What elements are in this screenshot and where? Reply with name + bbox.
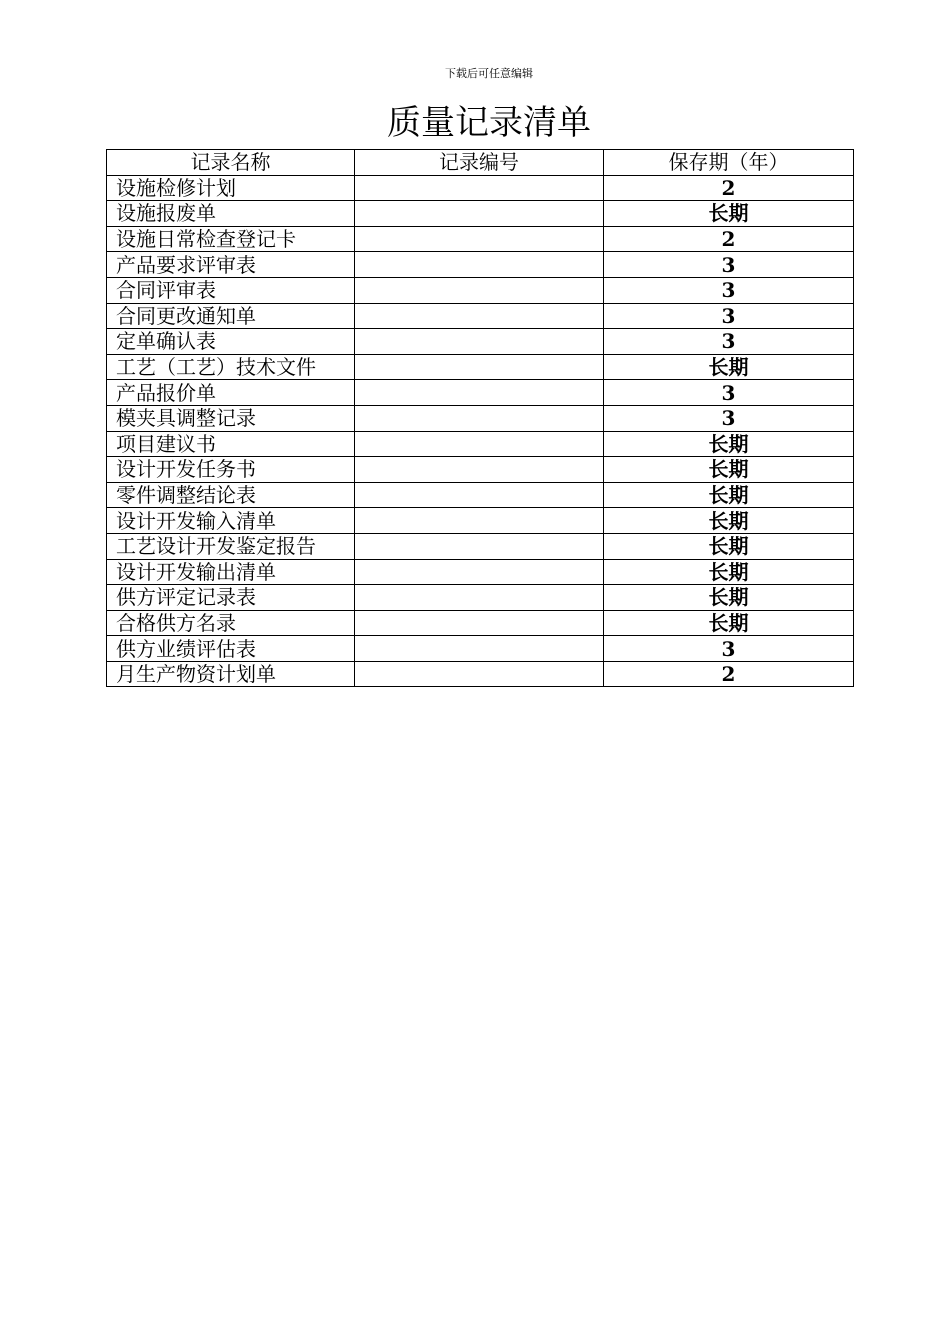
retention-period-cell: 长期 (604, 533, 854, 559)
record-code-cell (355, 661, 604, 687)
retention-period-cell: 长期 (604, 585, 854, 611)
table-row (107, 175, 854, 201)
table-body (107, 175, 854, 687)
table-row (107, 405, 854, 431)
document-title: 质量记录清单 (387, 103, 591, 143)
table-row (107, 559, 854, 585)
record-code-cell (355, 277, 604, 303)
retention-period-cell: 3 (604, 277, 854, 303)
column-header-code: 记录编号 (355, 150, 604, 176)
record-code-cell (355, 482, 604, 508)
retention-period-cell: 2 (604, 175, 854, 201)
table-row (107, 277, 854, 303)
record-name-cell: 合同更改通知单 (107, 303, 355, 329)
table-row (107, 431, 854, 457)
table-row (107, 482, 854, 508)
table-row (107, 457, 854, 483)
record-code-cell (355, 175, 604, 201)
record-code-cell (355, 533, 604, 559)
retention-period-cell: 3 (604, 405, 854, 431)
record-name-cell: 零件调整结论表 (107, 482, 355, 508)
table-row (107, 661, 854, 687)
retention-period-cell: 长期 (604, 482, 854, 508)
record-code-cell (355, 585, 604, 611)
retention-period-cell: 3 (604, 329, 854, 355)
retention-period-cell: 2 (604, 661, 854, 687)
record-name-cell: 合同评审表 (107, 277, 355, 303)
retention-period-cell: 长期 (604, 354, 854, 380)
table-row (107, 533, 854, 559)
table-row (107, 610, 854, 636)
table-row (107, 636, 854, 662)
record-code-cell (355, 201, 604, 227)
record-name-cell: 设计开发任务书 (107, 457, 355, 483)
record-code-cell (355, 559, 604, 585)
record-name-cell: 月生产物资计划单 (107, 661, 355, 687)
retention-period-cell: 长期 (604, 508, 854, 534)
retention-period-cell: 3 (604, 303, 854, 329)
record-name-cell: 设计开发输出清单 (107, 559, 355, 585)
record-code-cell (355, 226, 604, 252)
table-row (107, 508, 854, 534)
retention-period-cell: 长期 (604, 457, 854, 483)
table-row (107, 226, 854, 252)
retention-period-cell: 长期 (604, 431, 854, 457)
retention-period-cell: 3 (604, 380, 854, 406)
record-name-cell: 工艺设计开发鉴定报告 (107, 533, 355, 559)
table-row (107, 329, 854, 355)
record-code-cell (355, 303, 604, 329)
table-row (107, 354, 854, 380)
table-row (107, 201, 854, 227)
column-header-period: 保存期（年） (604, 150, 854, 176)
record-code-cell (355, 508, 604, 534)
record-name-cell: 设施报废单 (107, 201, 355, 227)
record-name-cell: 定单确认表 (107, 329, 355, 355)
records-table (106, 149, 854, 687)
table-row (107, 252, 854, 278)
table-row (107, 380, 854, 406)
record-name-cell: 模夹具调整记录 (107, 405, 355, 431)
record-name-cell: 设施日常检查登记卡 (107, 226, 355, 252)
record-code-cell (355, 636, 604, 662)
record-code-cell (355, 252, 604, 278)
record-code-cell (355, 610, 604, 636)
retention-period-cell: 长期 (604, 201, 854, 227)
record-code-cell (355, 380, 604, 406)
record-name-cell: 供方业绩评估表 (107, 636, 355, 662)
record-code-cell (355, 329, 604, 355)
table-row (107, 303, 854, 329)
column-header-name: 记录名称 (107, 150, 355, 176)
record-name-cell: 产品要求评审表 (107, 252, 355, 278)
retention-period-cell: 2 (604, 226, 854, 252)
record-name-cell: 产品报价单 (107, 380, 355, 406)
record-name-cell: 工艺（工艺）技术文件 (107, 354, 355, 380)
table-row (107, 585, 854, 611)
header-note: 下载后可任意编辑 (445, 67, 533, 80)
retention-period-cell: 3 (604, 636, 854, 662)
record-code-cell (355, 405, 604, 431)
record-code-cell (355, 431, 604, 457)
record-name-cell: 设施检修计划 (107, 175, 355, 201)
table-header-row (107, 150, 854, 176)
retention-period-cell: 长期 (604, 559, 854, 585)
record-name-cell: 供方评定记录表 (107, 585, 355, 611)
record-code-cell (355, 457, 604, 483)
record-name-cell: 设计开发输入清单 (107, 508, 355, 534)
record-code-cell (355, 354, 604, 380)
record-name-cell: 项目建议书 (107, 431, 355, 457)
retention-period-cell: 3 (604, 252, 854, 278)
retention-period-cell: 长期 (604, 610, 854, 636)
record-name-cell: 合格供方名录 (107, 610, 355, 636)
